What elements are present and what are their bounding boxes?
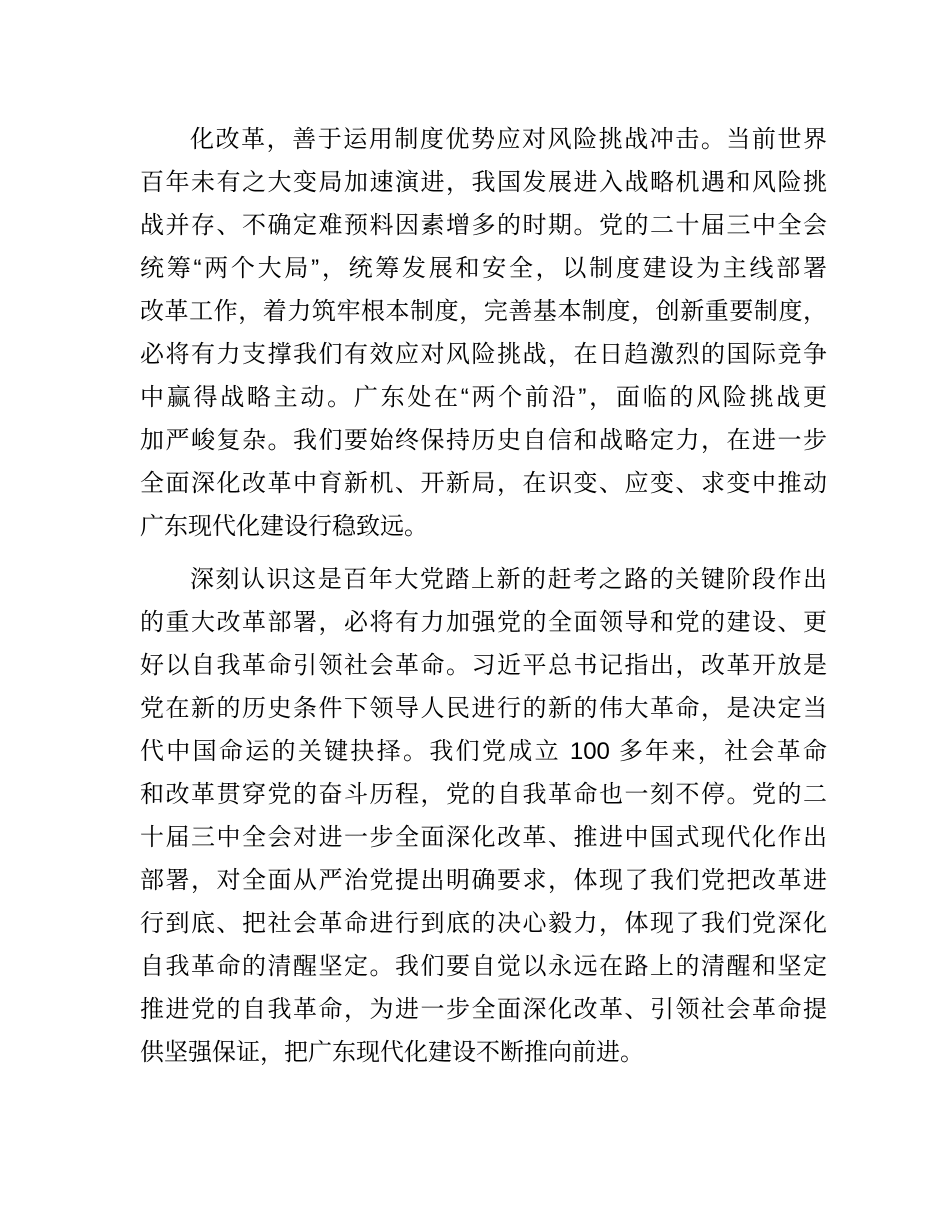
text-line: 十届三中全会对进一步全面深化改革、推进中国式现代化作出	[140, 824, 827, 851]
text-line: 中赢得战略主动。广东处在“两个前沿”，面临的风险挑战更	[140, 384, 827, 411]
text-line: 党在新的历史条件下领导人民进行的新的伟大革命，是决定当	[140, 695, 827, 722]
text-line: 和改革贯穿党的奋斗历程，党的自我革命也一刻不停。党的二	[140, 781, 827, 808]
text-line: 统筹“两个大局”，统筹发展和安全，以制度建设为主线部署	[140, 255, 827, 282]
text-line: 改革工作，着力筑牢根本制度，完善基本制度，创新重要制度，	[140, 298, 827, 325]
text-line: 自我革命的清醒坚定。我们要自觉以永远在路上的清醒和坚定	[140, 953, 827, 980]
text-line: 必将有力支撑我们有效应对风险挑战，在日趋激烈的国际竞争	[140, 341, 827, 368]
text-line: 好以自我革命引领社会革命。习近平总书记指出，改革开放是	[140, 652, 827, 679]
text-line: 供坚强保证，把广东现代化建设不断推向前进。	[140, 1039, 644, 1066]
text-line: 代中国命运的关键抉择。我们党成立 100 多年来，社会革命	[140, 738, 827, 765]
text-line: 的重大改革部署，必将有力加强党的全面领导和党的建设、更	[140, 609, 827, 636]
document-text-block	[140, 118, 827, 1074]
text-line: 加严峻复杂。我们要始终保持历史自信和战略定力，在进一步	[140, 427, 827, 454]
paragraph	[140, 558, 827, 1074]
paragraph	[140, 118, 827, 548]
text-line: 行到底、把社会革命进行到底的决心毅力，体现了我们党深化	[140, 910, 827, 937]
text-line: 战并存、不确定难预料因素增多的时期。党的二十届三中全会	[140, 212, 827, 239]
text-line: 全面深化改革中育新机、开新局，在识变、应变、求变中推动	[140, 470, 827, 497]
text-line: 深刻认识这是百年大党踏上新的赶考之路的关键阶段作出	[190, 566, 827, 593]
text-line: 百年未有之大变局加速演进，我国发展进入战略机遇和风险挑	[140, 169, 827, 196]
text-line: 广东现代化建设行稳致远。	[140, 513, 428, 540]
text-line: 化改革，善于运用制度优势应对风险挑战冲击。当前世界	[190, 126, 827, 153]
text-line: 部署，对全面从严治党提出明确要求，体现了我们党把改革进	[140, 867, 827, 894]
text-line: 推进党的自我革命，为进一步全面深化改革、引领社会革命提	[140, 996, 827, 1023]
